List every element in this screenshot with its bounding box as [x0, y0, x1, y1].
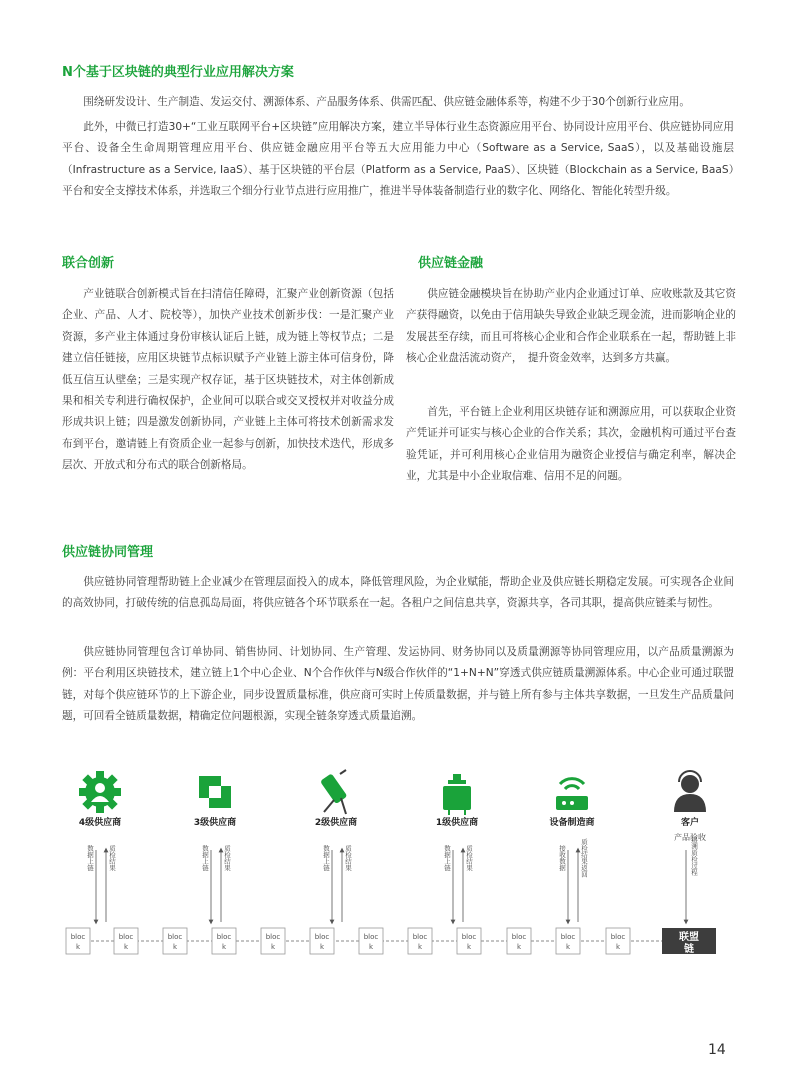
- arrow-label-4-left: 数据上链: [86, 845, 94, 871]
- block-text-1: bloc: [560, 933, 576, 941]
- traceability-diagram: [62, 760, 734, 960]
- block-text-2: k: [270, 943, 276, 951]
- block-text-2: k: [565, 943, 571, 951]
- arrow-label-2-right: 质检结果: [344, 845, 352, 871]
- arrow-label-customer: 追溯质检过程: [690, 836, 698, 876]
- block-node: [310, 928, 334, 954]
- arrow-label-4-right: 质检结果: [108, 845, 116, 871]
- block-text-2: k: [466, 943, 472, 951]
- joint-innovation-heading: 联合创新: [62, 256, 115, 271]
- arrow-label-2-left: 数据上链: [322, 845, 330, 871]
- block-node: [261, 928, 285, 954]
- intro-paragraph-2: 此外，中微已打造30+“工业互联网平台+区块链”应用解决方案，建立半导体行业生态资源应用平台、协同设计应用平台、供应链协同应用平台、设备全生命周期管理应用平台、供应链金融应用平台等五大应用能力中心（Software as a Service, SaaS），以及基础设施层（Infrastructure as a Service, IaaS）、基于区块链的平台层（Platform as a Service, PaaS）、区块链（Blockchain as a Service, BaaS）平台和安全支撑技术体系，并选取三个细分行业节点进行应用推广，推进半导体装备制造行业的数字化、网络化、智能化转型升级。: [62, 121, 734, 198]
- arrow-label-3-left: 数据上链: [201, 845, 209, 871]
- block-node: [606, 928, 630, 954]
- customer-sub-label: 产品验收: [674, 833, 706, 842]
- cube-icon: [199, 776, 231, 808]
- block-node: [556, 928, 580, 954]
- arrow-label-3-right: 质检结果: [223, 845, 231, 871]
- capacitor-icon: [320, 770, 348, 814]
- block-text-2: k: [75, 943, 81, 951]
- collaboration-paragraph-2: 供应链协同管理包含订单协同、销售协同、计划协同、生产管理、发运协同、财务协同以及质量溯源等协同管理应用，以产品质量溯源为例：平台利用区块链技术，建立链上1个中心企业、N个合作伙伴与N级合作伙伴的“1+N+N”穿透式供应链质量溯源体系。中心企业可通过联盟链，对每个供应链环节的上下游企业，同步设置质量标准，供应商可实时上传质量数据，并与链上所有参与主体共享数据，一旦发生产品质量问题，可回看全链质量数据，精确定位问题根源，实现全链条穿透式质量追溯。: [62, 646, 734, 723]
- block-text-2: k: [319, 943, 325, 951]
- intro-heading: N个基于区块链的典型行业应用解决方案: [62, 65, 294, 80]
- tier-label-3: 3级供应商: [193, 818, 237, 828]
- arrow-label-1-left: 数据上链: [443, 845, 451, 871]
- customer-label: 客户: [680, 818, 700, 828]
- block-node: [457, 928, 481, 954]
- block-text-1: bloc: [314, 933, 330, 941]
- finance-paragraph-1: 供应链金融模块旨在协助产业内企业通过订单、应收账款及其它资产获得融资，以免由于信用缺失导致企业缺乏现金流，进而影响企业的发展甚至存续，而且可将核心企业和合作企业联系在一起，帮助链上非核心企业盘活流动资产， 提升资金效率，达到多方共赢。: [406, 288, 736, 365]
- block-text-1: bloc: [265, 933, 281, 941]
- block-text-1: bloc: [461, 933, 477, 941]
- page-number: 14: [708, 1042, 726, 1058]
- equipment-signal-icon: [556, 779, 588, 810]
- block-text-2: k: [368, 943, 374, 951]
- block-text-2: k: [172, 943, 178, 951]
- arrow-label-equipment-right: 质检结果返回: [580, 838, 588, 878]
- tier-label-4: 4级供应商: [78, 818, 122, 828]
- block-node: [408, 928, 432, 954]
- finance-paragraph-2: 首先，平台链上企业利用区块链存证和溯源应用，可以获取企业资产凭证并可证实与核心企业的合作关系；其次，金融机构可通过平台查验凭证，并可利用核心企业信用为融资企业授信与确定利率，解决企业，尤其是中小企业取信难、信用不足的问题。: [406, 406, 736, 483]
- collaboration-heading: 供应链协同管理: [62, 545, 154, 560]
- alliance-chain-line1: 联盟: [679, 932, 699, 943]
- block-text-1: bloc: [167, 933, 183, 941]
- block-text-2: k: [123, 943, 129, 951]
- block-text-1: bloc: [216, 933, 232, 941]
- block-text-2: k: [417, 943, 423, 951]
- arrow-label-1-right: 质检结果: [465, 845, 473, 871]
- block-node: [212, 928, 236, 954]
- customer-icon: [674, 771, 706, 812]
- chip-package-icon: [443, 774, 471, 815]
- block-text-1: bloc: [511, 933, 527, 941]
- block-text-1: bloc: [70, 933, 86, 941]
- block-node: [359, 928, 383, 954]
- supply-chain-finance-heading: 供应链金融: [418, 256, 484, 271]
- block-text-1: bloc: [363, 933, 379, 941]
- alliance-chain-box: [662, 928, 716, 955]
- block-text-1: bloc: [610, 933, 626, 941]
- collaboration-paragraph-1: 供应链协同管理帮助链上企业减少在管理层面投入的成本，降低管理风险，为企业赋能，帮助企业及供应链长期稳定发展。可实现各企业间的高效协同，打破传统的信息孤岛局面，将供应链各个环节联系在一起。各租户之间信息共享，资源共享，各司其职，提高供应链柔与韧性。: [62, 576, 734, 610]
- intro-paragraph-1: 围绕研发设计、生产制造、发运交付、溯源体系、产品服务体系、供需匹配、供应链金融体系等，构建不少于30个创新行业应用。: [83, 96, 690, 108]
- block-text-2: k: [615, 943, 621, 951]
- block-text-1: bloc: [412, 933, 428, 941]
- arrow-label-equipment-left: 接收数据: [558, 845, 566, 871]
- block-text-1: bloc: [118, 933, 134, 941]
- tier-label-2: 2级供应商: [314, 818, 358, 828]
- block-node: [66, 928, 90, 954]
- block-text-2: k: [221, 943, 227, 951]
- tier-label-equipment: 设备制造商: [549, 818, 595, 828]
- gear-user-icon: [79, 771, 121, 813]
- block-node: [507, 928, 531, 954]
- joint-innovation-paragraph: 产业链联合创新模式旨在扫清信任障碍，汇聚产业创新资源（包括企业、产品、人才、院校等），加快产业技术创新步伐：一是汇聚产业资源，多产业主体通过身份审核认证后上链，成为链上等权节点；二是建立信任链接，应用区块链节点标识赋予产业链上游主体可信身份，降低互信互认壁垒；三是实现产权存证，基于区块链技术，对主体创新成果和相关专利进行确权保护，企业间可以联合或交叉授权并对收益分成形成共识上链；四是激发创新协同，产业链上主体可将技术创新需求发布到平台，邀请链上有资质企业一起参与创新，加快技术迭代，形成多层次、开放式和分布式的联合创新格局。: [62, 288, 394, 472]
- tier-label-1: 1级供应商: [435, 818, 479, 828]
- block-node: [163, 928, 187, 954]
- alliance-chain-line2: 链: [684, 944, 694, 955]
- block-text-2: k: [516, 943, 522, 951]
- block-node: [114, 928, 138, 954]
